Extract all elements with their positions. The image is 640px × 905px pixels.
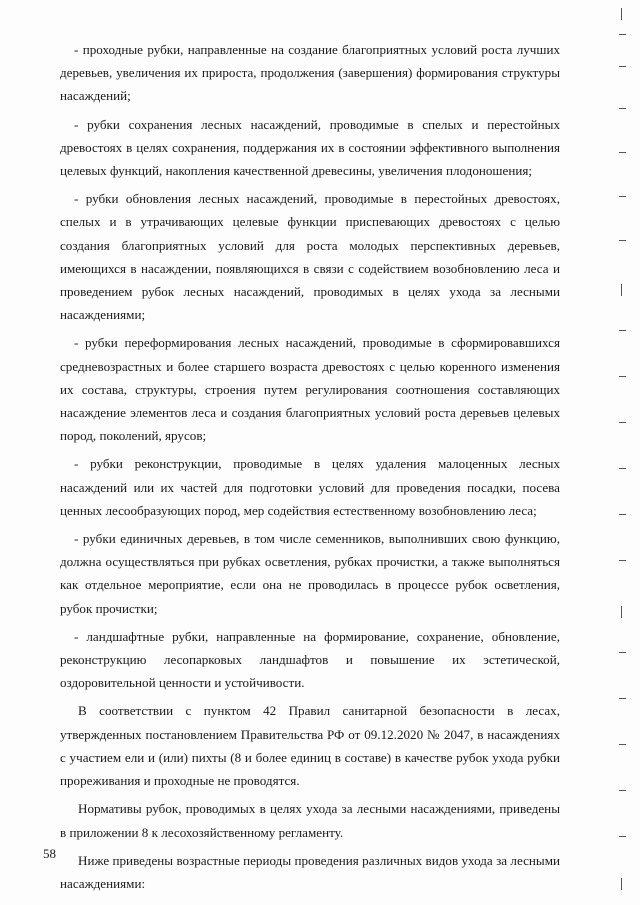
- paragraph-landscape-cutting: - ландшафтные рубки, направленные на формирование, сохранение, обновление, реконструкцию лесопарковых ландшафтов и повышение их эстетической, оздоровительной ценности и устойчивости.: [60, 628, 560, 691]
- margin-tick: [619, 34, 626, 35]
- margin-tick: [619, 836, 626, 837]
- margin-tick: [621, 8, 622, 20]
- paragraph-thinning-passage: - проходные рубки, направленные на создание благоприятных условий роста лучших деревьев, увеличения их прироста, продолжения (завершения) формирования структуры насаждений;: [60, 42, 560, 104]
- margin-tick: [619, 698, 626, 699]
- paragraph-standards-reference: Нормативы рубок, проводимых в целях ухода за лесными насаждениями, приведены в приложении 8 к лесохозяйственному регламенту.: [60, 801, 560, 840]
- margin-tick: [619, 240, 626, 241]
- scan-margin-marks: [600, 0, 640, 905]
- margin-tick: [619, 652, 626, 653]
- margin-tick: [619, 514, 626, 515]
- document-body: [60, 38, 560, 900]
- page-number: 58: [43, 846, 56, 861]
- margin-tick: [619, 330, 626, 331]
- margin-tick: [619, 66, 626, 67]
- paragraph-reconstruction-cutting: - рубки реконструкции, проводимые в целях удаления малоценных лесных насаждений или их частей для подготовки условий для проведения посадки, посева ценных лесообразующих пород, мер содействия естественному возобновлению леса;: [60, 456, 560, 518]
- paragraph-preservation-cutting: - рубки сохранения лесных насаждений, проводимые в спелых и перестойных древостоях в целях сохранения, поддержания их в состоянии эффективного выполнения целевых функций, накопления качественной древесины, увеличения плодоношения;: [60, 116, 560, 179]
- margin-tick: [619, 560, 626, 561]
- margin-tick: [621, 606, 622, 618]
- margin-tick: [621, 284, 622, 296]
- margin-tick: [619, 152, 626, 153]
- margin-tick: [621, 878, 622, 890]
- margin-tick: [619, 468, 626, 469]
- paragraph-reformation-cutting: - рубки переформирования лесных насаждений, проводимые в сформировавшихся средневозрастных и более старшего возраста древостоях с целью коренного изменения их состава, структуры, строения путем регулирования соотношения составляющих насаждение элементов леса и создания благоприятных условий роста деревьев целевых пород, поколений, ярусов;: [60, 335, 560, 444]
- paragraph-sanitary-rules: В соответствии с пунктом 42 Правил санитарной безопасности в лесах, утвержденных постановлением Правительства РФ от 09.12.2020 № 2047, в насаждениях с участием ели и (или) пихты (8 и более единиц в составе) в качестве рубок ухода рубки прореживания и проходные не проводятся.: [60, 703, 560, 789]
- margin-tick: [619, 376, 626, 377]
- paragraph-single-tree-cutting: - рубки единичных деревьев, в том числе семенников, выполнивших свою функцию, должна осуществляться при рубках осветления, рубках прочистки, а также выполняться как отдельное мероприятие, если она не проводилась в процессе рубок осветления, рубок прочистки;: [60, 531, 560, 616]
- paragraph-age-periods-intro: Ниже приведены возрастные периоды проведения различных видов ухода за лесными насаждениями:: [60, 852, 560, 891]
- margin-tick: [619, 196, 626, 197]
- paragraph-renewal-cutting: - рубки обновления лесных насаждений, проводимые в перестойных древостоях, спелых и в утрачивающих целевые функции приспевающих древостоях с целью создания благоприятных условий для роста молодых перспективных деревьев, имеющихся в насаждении, появляющихся в связи с содействием возобновлению леса и проведением рубок лесных насаждений, проводимых в целях ухода за лесными насаждениями;: [60, 191, 560, 323]
- margin-tick: [619, 108, 626, 109]
- margin-tick: [619, 744, 626, 745]
- margin-tick: [619, 422, 626, 423]
- margin-tick: [619, 790, 626, 791]
